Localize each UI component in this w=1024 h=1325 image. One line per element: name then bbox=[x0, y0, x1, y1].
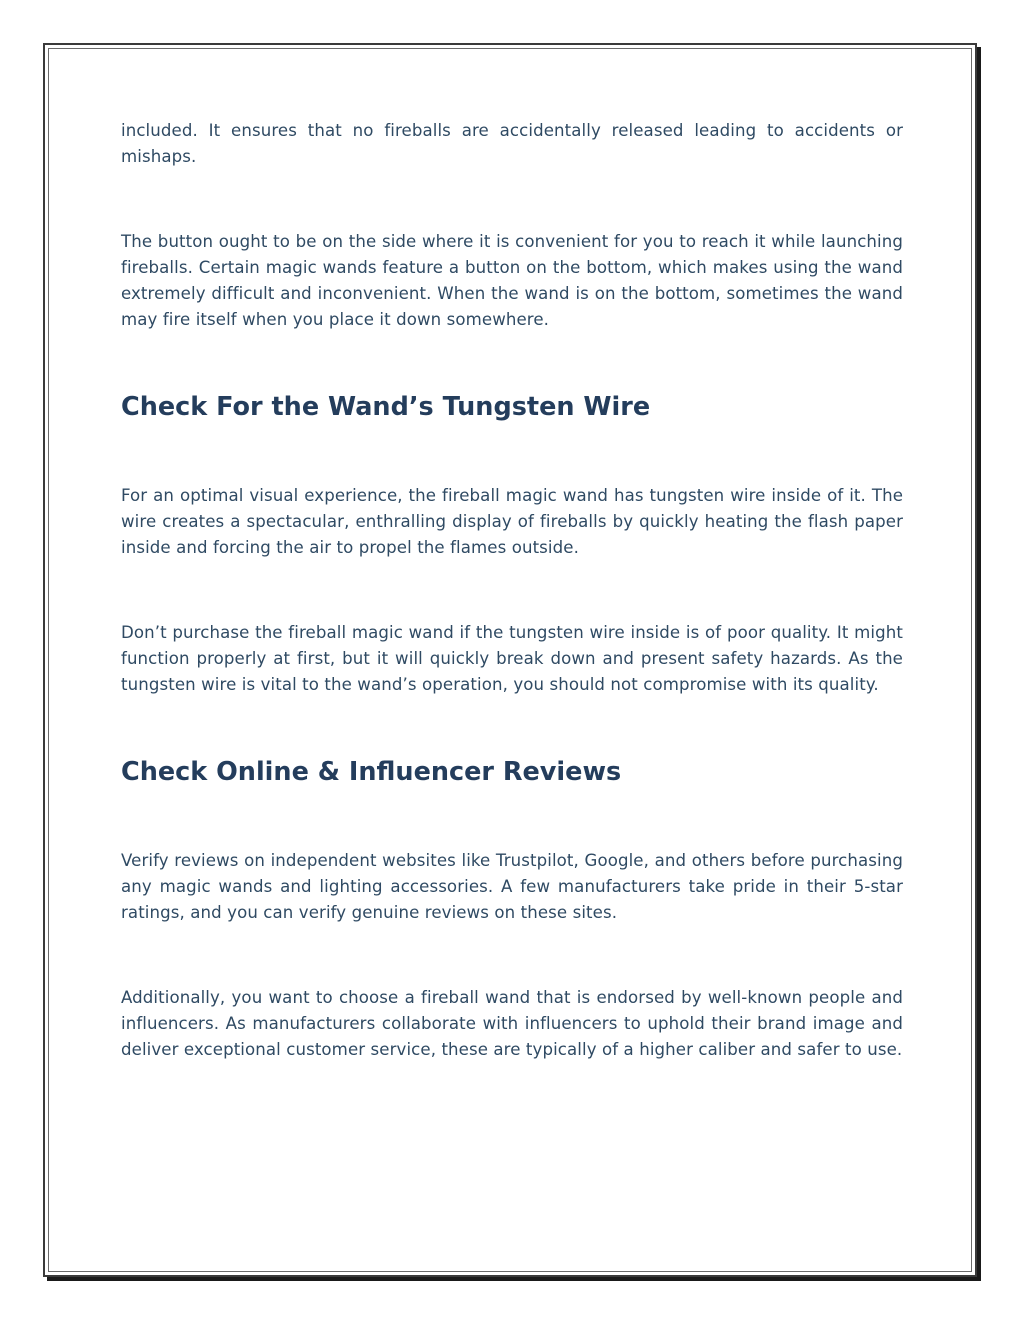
paragraph-button-placement: The button ought to be on the side where it is convenient for you to reach it while launching fireballs. Certain magic wands feature a button on the bottom, which makes using the wand extremely difficult and inconvenient. When the wand is on the bottom, sometimes the wand may fire itself when you place it down somewhere. bbox=[121, 232, 903, 329]
paragraph-reviews-verify: Verify reviews on independent websites like Trustpilot, Google, and others before purchasing any magic wands and lighting accessories. A few manufacturers take pride in their 5-star ratings, and you can verify genuine reviews on these sites. bbox=[121, 851, 903, 922]
paragraph-tungsten-intro: For an optimal visual experience, the fireball magic wand has tungsten wire inside of it. The wire creates a spectacular, enthralling display of fireballs by quickly heating the flash paper inside and forcing the air to propel the flames outside. bbox=[121, 486, 903, 557]
paragraph-tungsten-quality: Don’t purchase the fireball magic wand if the tungsten wire inside is of poor quality. It might function properly at first, but it will quickly break down and present safety hazards. As the tungsten wire is vital to the wand’s operation, you should not compromise with its quality. bbox=[121, 623, 903, 694]
paragraph-continuation: included. It ensures that no fireballs are accidentally released leading to accidents or mishaps. bbox=[121, 121, 903, 166]
paragraph-influencers: Additionally, you want to choose a fireball wand that is endorsed by well-known people and influencers. As manufacturers collaborate with influencers to uphold their brand image and deliver exceptional customer service, these are typically of a higher caliber and safer to use. bbox=[121, 988, 903, 1059]
document-content bbox=[121, 118, 903, 1063]
heading-reviews: Check Online & Influencer Reviews bbox=[121, 757, 622, 787]
heading-tungsten-wire: Check For the Wand’s Tungsten Wire bbox=[121, 392, 651, 422]
